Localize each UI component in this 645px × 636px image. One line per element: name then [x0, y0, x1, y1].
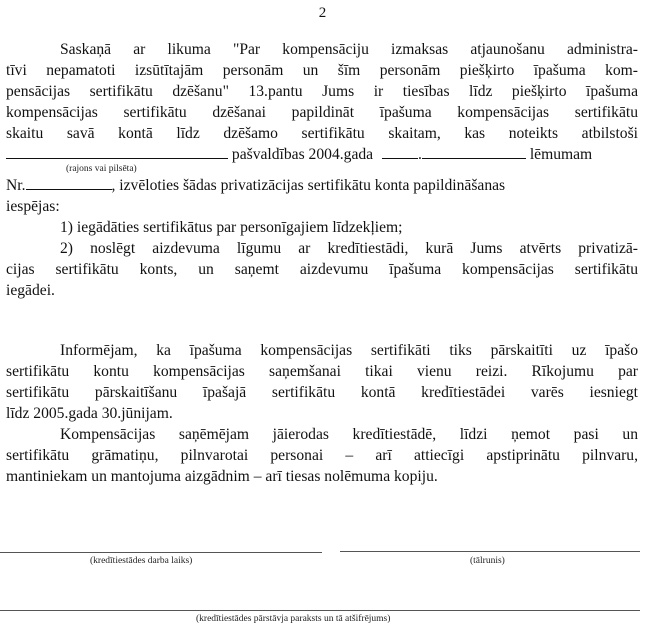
text-line: Informējam, ka īpašuma kompensācijas sertifikāti tiks pārskaitīti uz īpašo [60, 342, 638, 359]
text-line: tīvi nepamatoti izsūtītajām personām un šīm personām piešķirto īpašuma kom- [6, 62, 638, 79]
text-line: cijas sertifikātu konts, un saņemt aizdevumu īpašuma kompensācijas sertifikātu [6, 261, 638, 278]
municipality-caption: (rajons vai pilsēta) [66, 164, 137, 174]
representative-caption: (kredītiestādes pārstāvja paraksts un tā atšifrējums) [196, 614, 391, 624]
text-fragment: Nr. [6, 177, 26, 194]
text-fragment: , izvēloties šādas privatizācijas sertifikātu konta papildināšanas [111, 177, 506, 194]
text-fragment: . [418, 146, 422, 163]
text-line: mantiniekam un mantojuma aizgādnim – arī tiesas nolēmuma kopiju. [6, 468, 438, 485]
work-hours-line[interactable] [0, 552, 322, 553]
municipality-decision-line [6, 144, 638, 165]
phone-line[interactable] [340, 551, 640, 552]
text-line: iespējas: [6, 198, 60, 215]
text-line: Saskaņā ar likuma "Par kompensāciju izmaksas atjaunošanu administra- [60, 41, 638, 58]
text-line: pensācijas sertifikātu dzēšanu" 13.pantu Jums ir tiesības līdz piešķirto īpašuma [6, 83, 638, 100]
text-line: kompensācijas sertifikātu dzēšanai papildināt īpašuma kompensācijas sertifikātu [6, 104, 638, 121]
text-line: skaitu savā kontā līdz dzēšamo sertifikātu skaitam, kas noteikts atbilstoši [6, 125, 638, 142]
decision-month-blank[interactable] [422, 144, 526, 159]
phone-caption: (tālrunis) [470, 556, 505, 566]
text-line: iegādei. [6, 282, 55, 299]
text-line: sertifikātu kontu kompensācijas saņemšanai tikai vienu reizi. Rīkojumu par [6, 363, 638, 380]
page-number: 2 [318, 5, 327, 21]
text-fragment: pašvaldības 2004.gada [231, 146, 374, 163]
option-1: 1) iegādāties sertifikātus par personīgajiem līdzekļiem; [60, 219, 403, 236]
text-line: līdz 2005.gada 30.jūnijam. [6, 405, 173, 422]
text-line: sertifikātu pārskaitīšanu īpašajā sertifikātu kontā kredītiestādei varēs iesniegt [6, 384, 638, 401]
option-2: 2) noslēgt aizdevuma līgumu ar kredītiestādi, kurā Jums atvērts privatizā- [60, 240, 638, 257]
text-fragment: lēmumam [529, 146, 593, 163]
decision-day-blank[interactable] [382, 144, 418, 159]
text-line: sertifikātu grāmatiņu, pilnvarotai personai – arī attiecīgi apstiprinātu pilnvaru, [6, 447, 638, 464]
municipality-blank[interactable] [6, 144, 228, 159]
decision-number-blank[interactable] [26, 175, 112, 190]
decision-number-line [6, 175, 638, 196]
text-line: Kompensācijas saņēmējam jāierodas kredītiestādē, līdzi ņemot pasi un [60, 426, 638, 443]
work-hours-caption: (kredītiestādes darba laiks) [90, 556, 193, 566]
representative-signature-line[interactable] [0, 610, 640, 611]
